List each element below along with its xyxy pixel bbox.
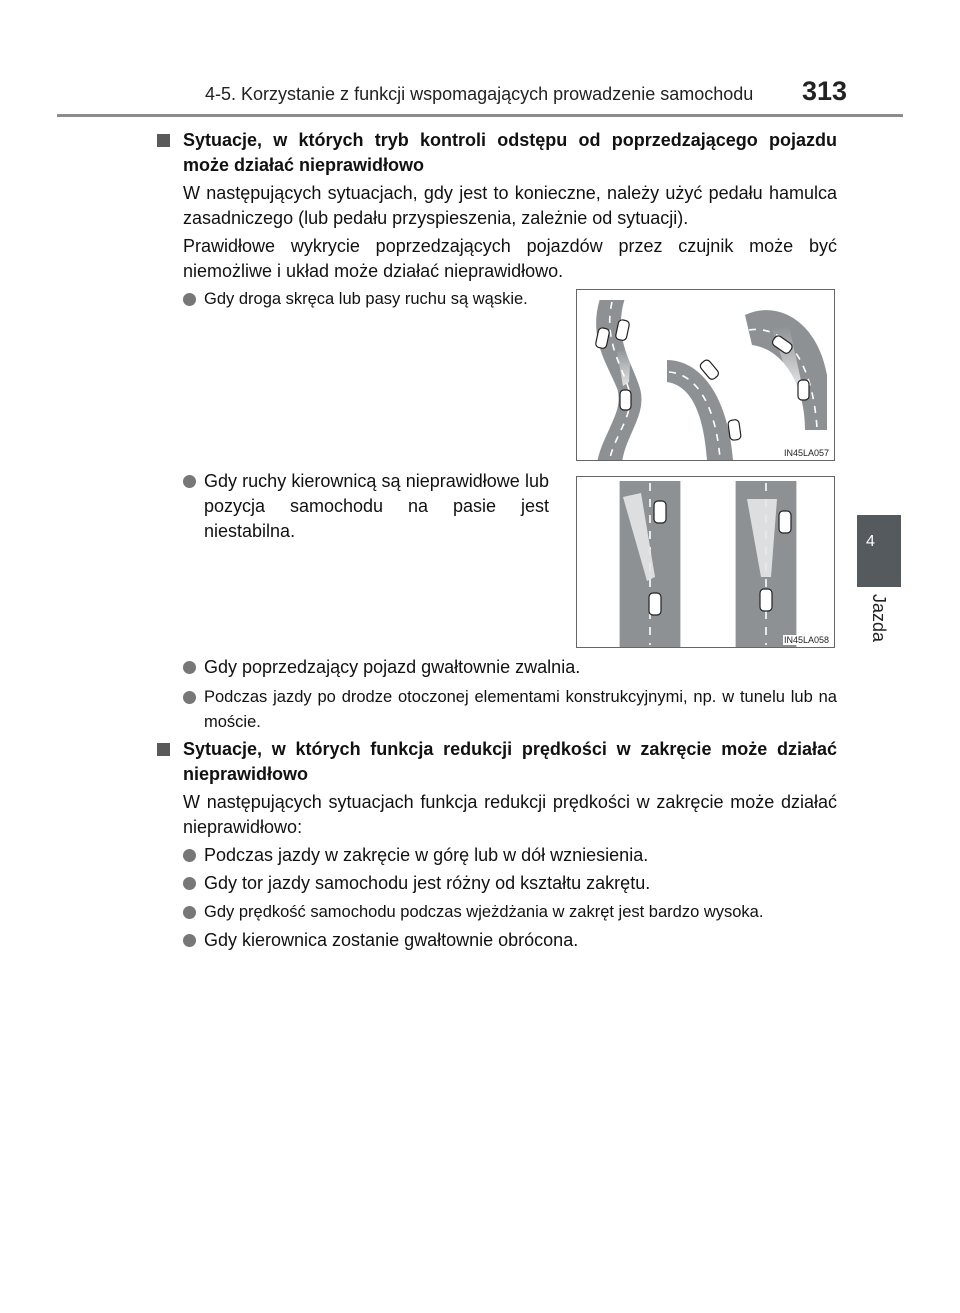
- figure-curved-roads: [576, 289, 835, 461]
- bullet-item: Podczas jazdy po drodze otoczonej elementami konstrukcyjnymi, np. w tunelu lub na moście.: [183, 685, 837, 735]
- bullet-item: Gdy prędkość samochodu podczas wjeżdżania w zakręt jest bardzo wysoka.: [183, 900, 837, 925]
- bullet-item: Podczas jazdy w zakręcie w górę lub w dół wzniesienia.: [183, 843, 837, 868]
- bullet-dot-icon: [183, 293, 196, 306]
- section1-paragraph-1: W następujących sytuacjach, gdy jest to konieczne, należy użyć pedału hamulca zasadniczego (lub pedału przyspieszenia, zależnie od sytuacji).: [183, 183, 837, 228]
- bullet-item: Gdy kierownica zostanie gwałtownie obrócona.: [183, 928, 837, 953]
- figure-label: IN45LA057: [783, 448, 829, 458]
- section-heading-2: Sytuacje, w których funkcja redukcji prędkości w zakręcie może działać nieprawidłowo: [157, 737, 837, 787]
- bullet-dot-icon: [183, 877, 196, 890]
- section2-paragraph: W następujących sytuacjach funkcja redukcji prędkości w zakręcie może działać nieprawidłowo:: [183, 792, 837, 837]
- bullet-dot-icon: [183, 661, 196, 674]
- square-bullet-icon: [157, 743, 170, 756]
- bullet-dot-icon: [183, 691, 196, 704]
- header-divider: [57, 114, 903, 117]
- figure-label: IN45LA058: [783, 635, 829, 645]
- straight-lanes-illustration: [577, 477, 834, 647]
- bullet-item: Gdy tor jazdy samochodu jest różny od kształtu zakrętu.: [183, 871, 837, 896]
- bullet-dot-icon: [183, 475, 196, 488]
- bullet-dot-icon: [183, 849, 196, 862]
- figure-straight-lanes: [576, 476, 835, 648]
- square-bullet-icon: [157, 134, 170, 147]
- section-heading-1: Sytuacje, w których tryb kontroli odstępu od poprzedzającego pojazdu może działać nieprawidłowo: [157, 128, 837, 178]
- bullet-item: Gdy ruchy kierownicą są nieprawidłowe lub pozycja samochodu na pasie jest niestabilna.: [183, 469, 549, 544]
- chapter-tab: [857, 515, 901, 587]
- curved-roads-illustration: [577, 290, 834, 460]
- header-title: 4-5. Korzystanie z funkcji wspomagających prowadzenie samochodu: [205, 84, 754, 104]
- bullet-dot-icon: [183, 934, 196, 947]
- chapter-number: 4: [866, 533, 875, 550]
- chapter-label: Jazda: [869, 594, 889, 643]
- page-number: 313: [802, 76, 848, 106]
- bullet-item: Gdy droga skręca lub pasy ruchu są wąskie.: [183, 287, 563, 312]
- bullet-dot-icon: [183, 906, 196, 919]
- bullet-item: Gdy poprzedzający pojazd gwałtownie zwalnia.: [183, 655, 837, 680]
- section1-paragraph-2: Prawidłowe wykrycie poprzedzających pojazdów przez czujnik może być niemożliwe i układ może działać nieprawidłowo.: [183, 236, 837, 281]
